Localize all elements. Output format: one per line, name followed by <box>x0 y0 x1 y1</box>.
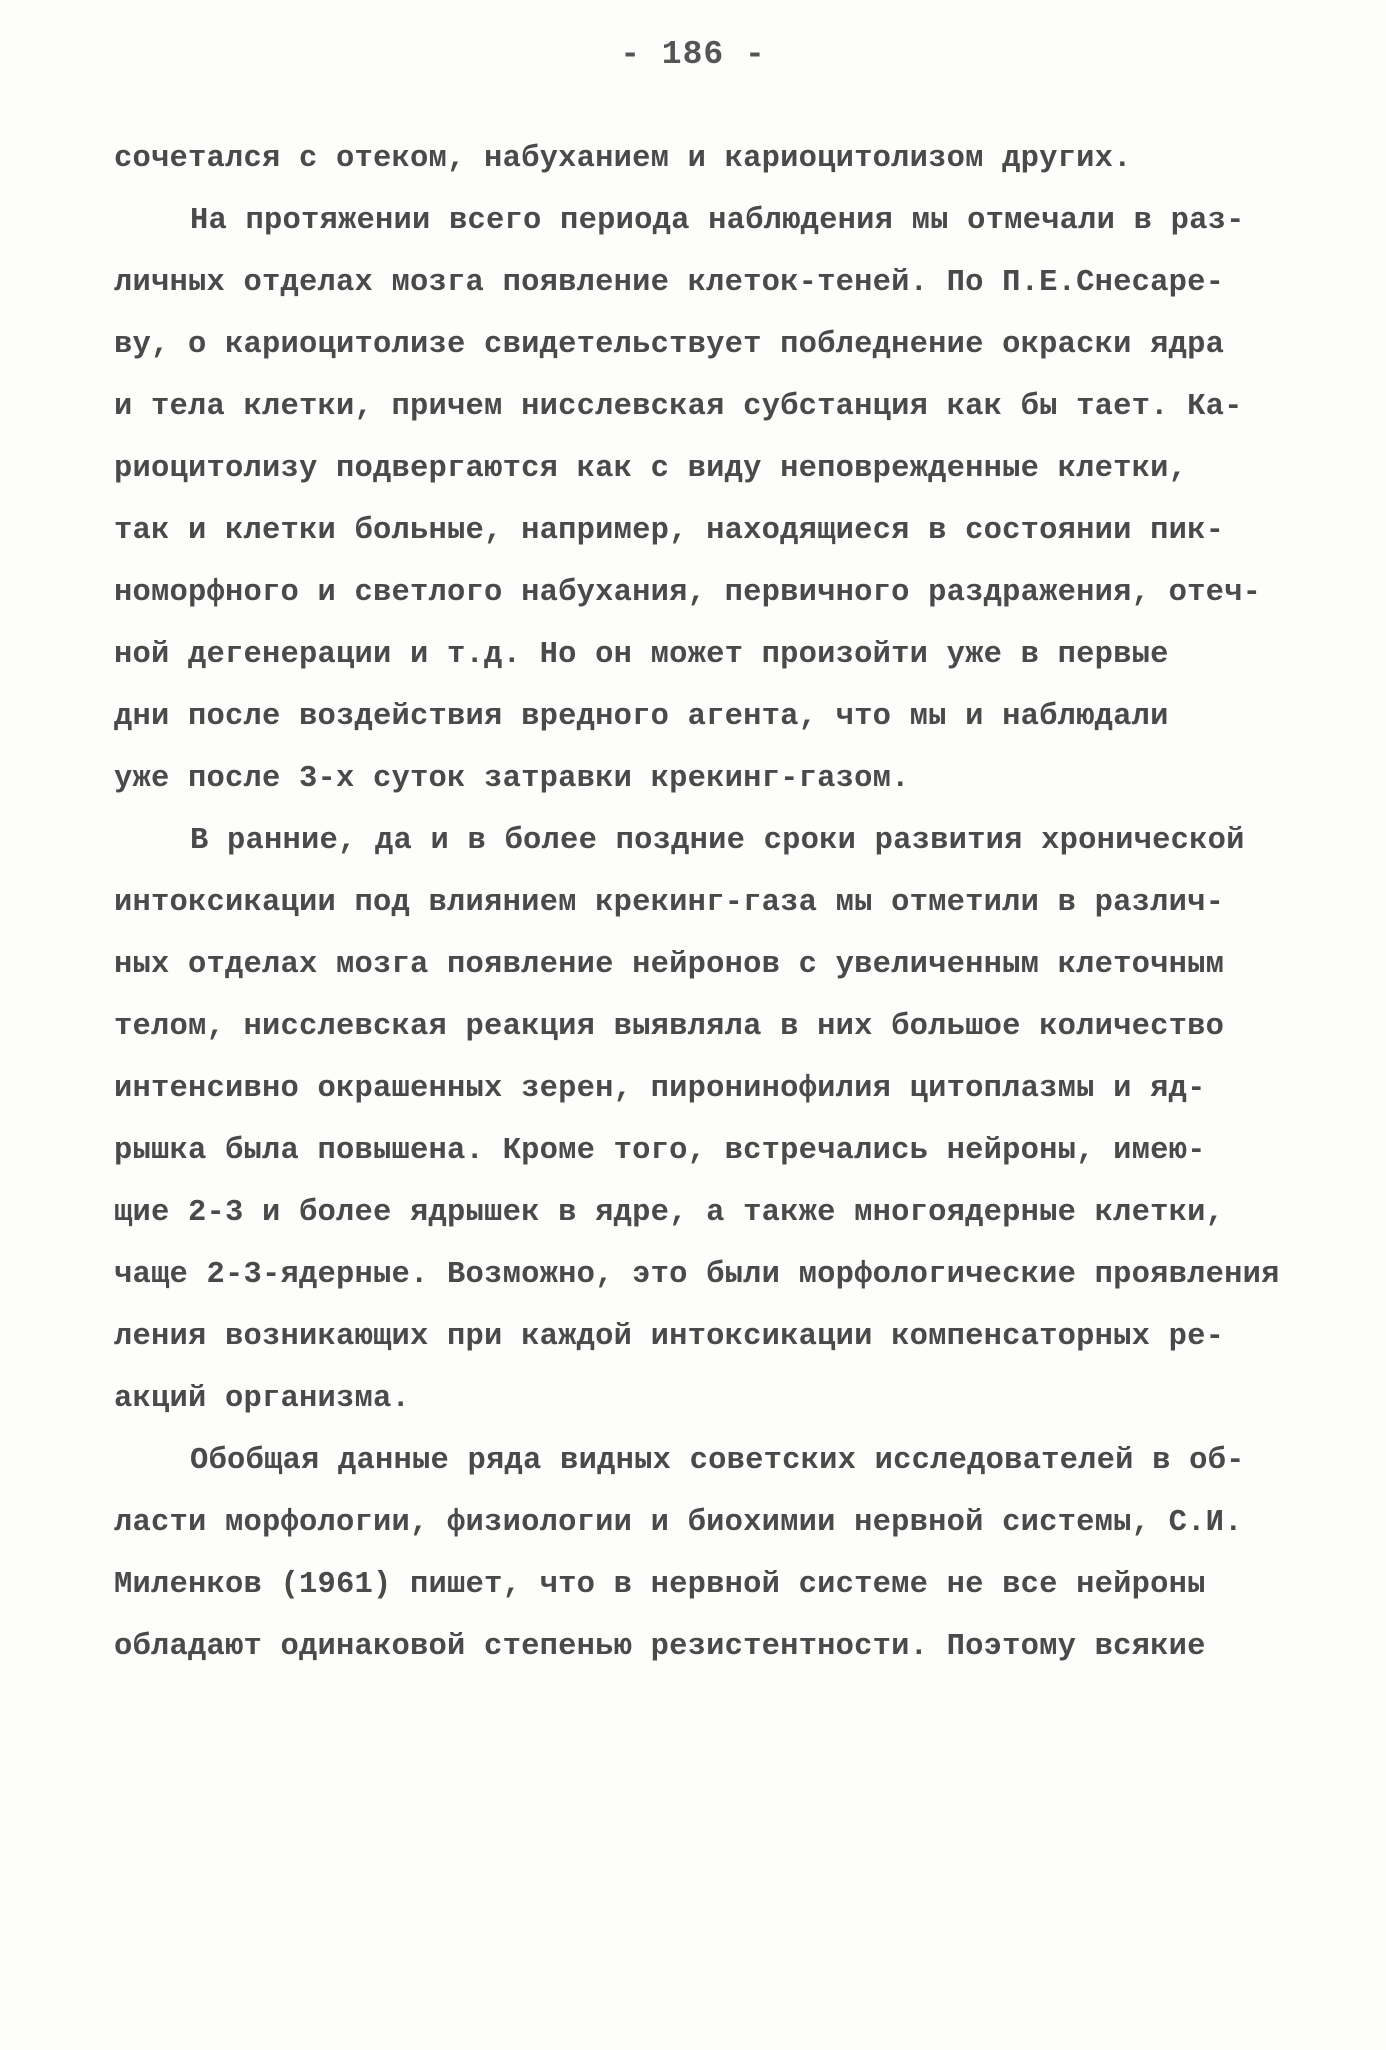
text-line: телом, нисслевская реакция выявляла в них большое количество <box>114 1010 1225 1044</box>
text-line: Миленков (1961) пишет, что в нервной системе не все нейроны <box>114 1568 1206 1602</box>
text-line: ных отделах мозга появление нейронов с увеличенным клеточным <box>114 948 1225 982</box>
text-line: личных отделах мозга появление клеток-теней. По П.Е.Снесаре- <box>114 266 1225 300</box>
text-line: номорфного и светлого набухания, первичного раздражения, отеч- <box>114 576 1262 610</box>
text-line: уже после 3-х суток затравки крекинг-газом. <box>114 762 910 796</box>
page-number: - 186 - <box>620 36 766 73</box>
body-text <box>114 128 1294 1678</box>
text-line: ву, о кариоцитолизе свидетельствует побледнение окраски ядра <box>114 328 1225 362</box>
text-line: чаще 2-3-ядерные. Возможно, это были морфологические проявления <box>114 1258 1280 1292</box>
text-line: дни после воздействия вредного агента, что мы и наблюдали <box>114 700 1169 734</box>
text-line: В ранние, да и в более поздние сроки развития хронической <box>190 824 1245 858</box>
text-line: щие 2-3 и более ядрышек в ядре, а также многоядерные клетки, <box>114 1196 1225 1230</box>
text-line: Обобщая данные ряда видных советских исследователей в об- <box>190 1444 1245 1478</box>
text-line: На протяжении всего периода наблюдения мы отмечали в раз- <box>190 204 1245 238</box>
text-line: интенсивно окрашенных зерен, пиронинофилия цитоплазмы и яд- <box>114 1072 1206 1106</box>
text-line: рышка была повышена. Кроме того, встречались нейроны, имею- <box>114 1134 1206 1168</box>
text-line: интоксикации под влиянием крекинг-газа мы отметили в различ- <box>114 886 1225 920</box>
text-line: ления возникающих при каждой интоксикации компенсаторных ре- <box>114 1320 1225 1354</box>
text-line: ной дегенерации и т.д. Но он может произойти уже в первые <box>114 638 1169 672</box>
text-line: сочетался с отеком, набуханием и кариоцитолизом других. <box>114 142 1132 176</box>
text-line: и тела клетки, причем нисслевская субстанция как бы тает. Ка- <box>114 390 1243 424</box>
text-line: так и клетки больные, например, находящиеся в состоянии пик- <box>114 514 1225 548</box>
text-line: ласти морфологии, физиологии и биохимии нервной системы, С.И. <box>114 1506 1243 1540</box>
text-line: обладают одинаковой степенью резистентности. Поэтому всякие <box>114 1630 1206 1664</box>
text-line: риоцитолизу подвергаются как с виду неповрежденные клетки, <box>114 452 1188 486</box>
text-line: акций организма. <box>114 1382 411 1416</box>
